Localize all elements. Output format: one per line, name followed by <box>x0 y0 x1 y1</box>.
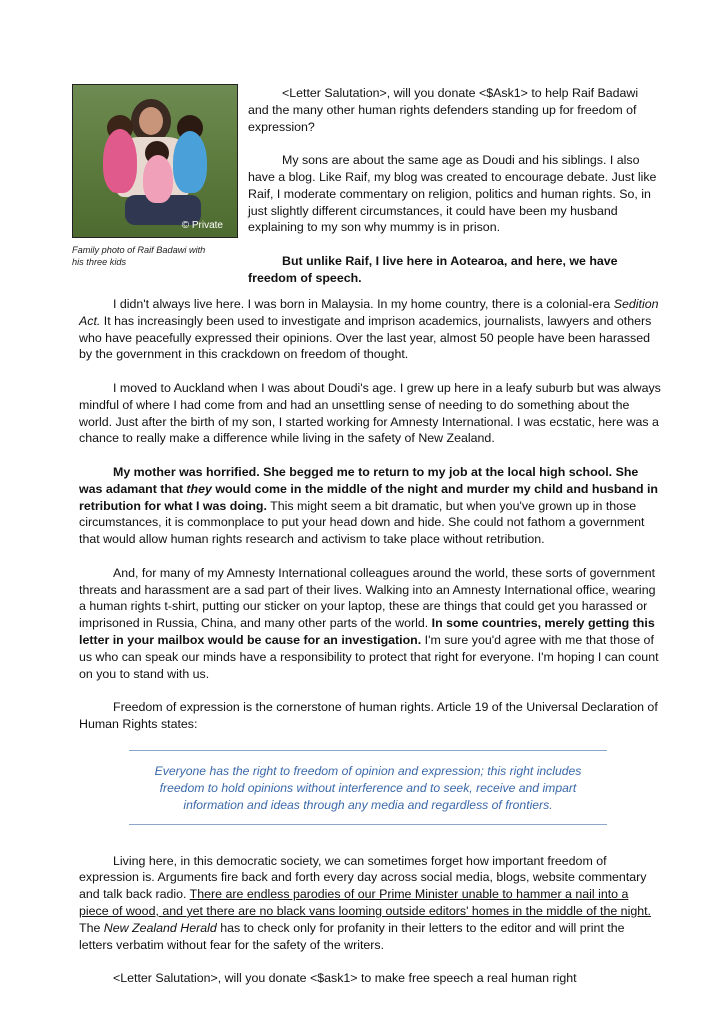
paragraph-closing-ask: <Letter Salutation>, will you donate <$ask1> to make free speech a real human right <box>113 971 577 986</box>
photo-caption: Family photo of Raif Badawi with his three kids <box>72 245 206 267</box>
photo-block <box>72 84 238 268</box>
photo-credit: © Private <box>181 220 223 232</box>
paragraph-auckland: I moved to Auckland when I was about Doudi's age. I grew up here in a leafy suburb but was always mindful of where I had come from and had an unsettling sense of needing to do something about the world. Just after the birth of my son, I started working for Amnesty International. I was ecstatic, here was a chance to really make a difference while living in the safety of New Zealand. <box>79 380 661 446</box>
family-photo <box>72 84 238 238</box>
paragraph-article19: Freedom of expression is the cornerstone of human rights. Article 19 of the Universal Declaration of Human Rights states: <box>79 700 658 731</box>
paragraph-ask: <Letter Salutation>, will you donate <$Ask1> to help Raif Badawi and the many other human rights defenders standing up for freedom of expression? <box>248 86 639 134</box>
paragraph-unlike-raif: But unlike Raif, I live here in Aotearoa, and here, we have freedom of speech. <box>248 253 618 285</box>
body-text <box>79 296 661 1004</box>
paragraph-malaysia: I didn't always live here. I was born in Malaysia. In my home country, there is a colonial-era Sedition Act. It has increasingly been used to investigate and imprison academics, journalists, lawyers and others who have peacefully expressed their opinions. Over the last year, almost 50 people have been harassed by the government in this crackdown on freedom of thought. <box>79 297 659 362</box>
article19-quote: Everyone has the right to freedom of opinion and expression; this right includes freedom to hold opinions without interference and to seek, receive and impart information and ideas through any media and regardless of frontiers. <box>129 750 607 825</box>
top-text-column <box>248 85 660 303</box>
paragraph-colleagues: And, for many of my Amnesty International colleagues around the world, these sorts of government threats and harassment are a sad part of their lives. Walking into an Amnesty International office, wearing a human rights t-shirt, putting our sticker on your laptop, these are things that could get you harassed or imprisoned in Russia, China, and many other parts of the world. In some countries, merely getting this letter in your mailbox would be cause for an investigation. I'm sure you'd agree with me that those of us who can speak our minds have a responsibility to protect that right for everyone. I'm hoping I can count on you to stand with us. <box>79 565 659 681</box>
paragraph-democratic: Living here, in this democratic society, we can sometimes forget how important freedom of expression is. Arguments fire back and forth every day across social media, blogs, website commentary and talk back radio. There are endless parodies of our Prime Minister unable to hammer a nail into a piece of wood, and yet there are no black vans looming outside editors' homes in the middle of the night. The New Zealand Herald has to check only for profanity in their letters to the editor and will print the letters verbatim without fear for the safety of the writers. <box>79 853 651 952</box>
paragraph-sons: My sons are about the same age as Doudi and his siblings. I also have a blog. Like Raif, my blog was created to encourage debate. Just like Raif, I moderate commentary on religion, politics and human rights. So, in just slightly different circumstances, it could have been my husband explaining to my son why mummy is in prison. <box>248 153 657 235</box>
paragraph-mother: My mother was horrified. She begged me to return to my job at the local high school. She was adamant that they would come in the middle of the night and murder my child and husband in retribution for what I was doing. This might seem a bit dramatic, but when you've grown up in those circumstances, it is commonplace to put your head down and hide. She could not fathom a government that would allow human rights research and activism to take place without retribution. <box>79 464 658 547</box>
